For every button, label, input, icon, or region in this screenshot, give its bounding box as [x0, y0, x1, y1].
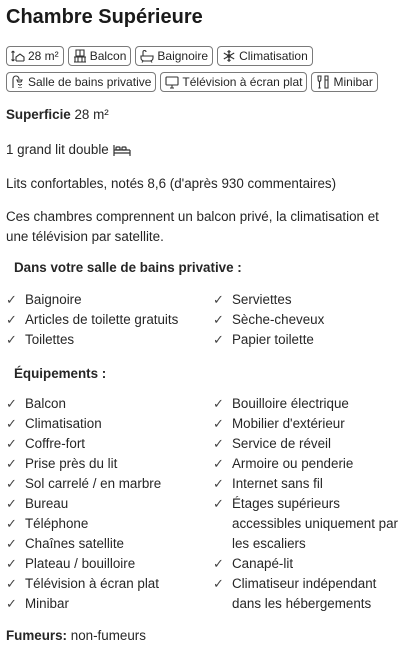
- smoking-label: Fumeurs:: [6, 628, 68, 643]
- check-icon: ✓: [6, 456, 17, 471]
- list-item: ✓ Minibar: [6, 594, 213, 614]
- area-value: 28 m²: [74, 107, 109, 122]
- list-item: ✓ Bureau: [6, 494, 213, 514]
- check-icon: ✓: [6, 292, 17, 307]
- check-icon: ✓: [213, 332, 224, 347]
- check-icon: ✓: [213, 556, 224, 571]
- snowflake-icon: [222, 49, 236, 63]
- chip-private-bathroom: Salle de bains privative: [6, 72, 156, 92]
- list-item: ✓ Baignoire: [6, 290, 213, 310]
- check-icon: ✓: [6, 536, 17, 551]
- check-icon: ✓: [213, 436, 224, 451]
- check-icon: ✓: [213, 312, 224, 327]
- smoking-policy: [6, 626, 399, 646]
- check-icon: ✓: [6, 332, 17, 347]
- double-bed-icon: [113, 143, 131, 157]
- list-item: ✓ Papier toilette: [213, 330, 399, 350]
- check-icon: ✓: [213, 416, 224, 431]
- chip-room-size: 28 m²: [6, 46, 64, 66]
- check-icon: ✓: [6, 516, 17, 531]
- list-item: ✓ Climatiseur indépendant dans les hébergements: [213, 576, 377, 611]
- shower-icon: [11, 75, 25, 89]
- list-item: ✓ Bouilloire électrique: [213, 394, 399, 414]
- bathtub-icon: [140, 49, 154, 63]
- list-item: ✓ Étages supérieurs accessibles uniquement par les escaliers: [213, 496, 398, 551]
- check-icon: ✓: [6, 556, 17, 571]
- equipment-col-2: [213, 394, 399, 614]
- bathroom-section-title: Dans votre salle de bains privative :: [14, 260, 242, 275]
- bathroom-list: [6, 290, 399, 350]
- equipment-section-title: Équipements :: [14, 366, 107, 381]
- list-item: ✓ Climatisation: [6, 414, 213, 434]
- list-item: ✓ Balcon: [6, 394, 213, 414]
- bed-info: [6, 140, 399, 160]
- check-icon: ✓: [6, 396, 17, 411]
- check-icon: ✓: [6, 576, 17, 591]
- room-area: [6, 105, 399, 125]
- tv-icon: [165, 75, 179, 89]
- smoking-value: non-fumeurs: [70, 628, 146, 643]
- check-icon: ✓: [6, 312, 17, 327]
- room-title: Chambre Supérieure: [6, 6, 203, 28]
- list-item: ✓ Armoire ou penderie: [213, 454, 399, 474]
- check-icon: ✓: [213, 476, 224, 491]
- chip-air-conditioning: Climatisation: [217, 46, 313, 66]
- check-icon: ✓: [6, 436, 17, 451]
- check-icon: ✓: [213, 496, 224, 511]
- equipment-col-1: [6, 394, 213, 614]
- check-icon: ✓: [213, 292, 224, 307]
- bathroom-col-1: [6, 290, 213, 350]
- list-item: ✓ Serviettes: [213, 290, 399, 310]
- check-icon: ✓: [213, 396, 224, 411]
- list-item: ✓ Toilettes: [6, 330, 213, 350]
- list-item: ✓ Télévision à écran plat: [6, 574, 213, 594]
- room-description: Ces chambres comprennent un balcon privé, la climatisation et une télévision par satellite.: [6, 209, 379, 244]
- list-item: ✓ Plateau / bouilloire: [6, 554, 213, 574]
- check-icon: ✓: [6, 476, 17, 491]
- chip-minibar: Minibar: [311, 72, 377, 92]
- equipment-list: [6, 394, 399, 614]
- bed-text: 1 grand lit double: [6, 142, 109, 157]
- list-item: ✓ Canapé-lit: [213, 554, 399, 574]
- minibar-icon: [316, 75, 330, 89]
- list-item: ✓ Service de réveil: [213, 434, 399, 454]
- chip-flat-tv: Télévision à écran plat: [160, 72, 307, 92]
- check-icon: ✓: [213, 456, 224, 471]
- bathroom-col-2: [213, 290, 399, 350]
- list-item: ✓ Internet sans fil: [213, 474, 399, 494]
- list-item: ✓ Articles de toilette gratuits: [6, 310, 213, 330]
- list-item: ✓ Sol carrelé / en marbre: [6, 474, 213, 494]
- area-label: Superficie: [6, 107, 71, 122]
- chip-balcony: Balcon: [68, 46, 132, 66]
- list-item: ✓ Prise près du lit: [6, 454, 213, 474]
- chip-bathtub: Baignoire: [135, 46, 213, 66]
- room-size-icon: [11, 49, 25, 63]
- balcony-icon: [73, 49, 87, 63]
- bed-rating: Lits confortables, notés 8,6 (d'après 930 commentaires): [6, 176, 337, 191]
- list-item: ✓ Chaînes satellite: [6, 534, 213, 554]
- check-icon: ✓: [6, 416, 17, 431]
- list-item: ✓ Sèche-cheveux: [213, 310, 399, 330]
- list-item: ✓ Coffre-fort: [6, 434, 213, 454]
- list-item: ✓ Mobilier d'extérieur: [213, 414, 399, 434]
- list-item: ✓ Téléphone: [6, 514, 213, 534]
- check-icon: ✓: [213, 576, 224, 591]
- facility-chips: [6, 46, 399, 92]
- check-icon: ✓: [6, 596, 17, 611]
- check-icon: ✓: [6, 496, 17, 511]
